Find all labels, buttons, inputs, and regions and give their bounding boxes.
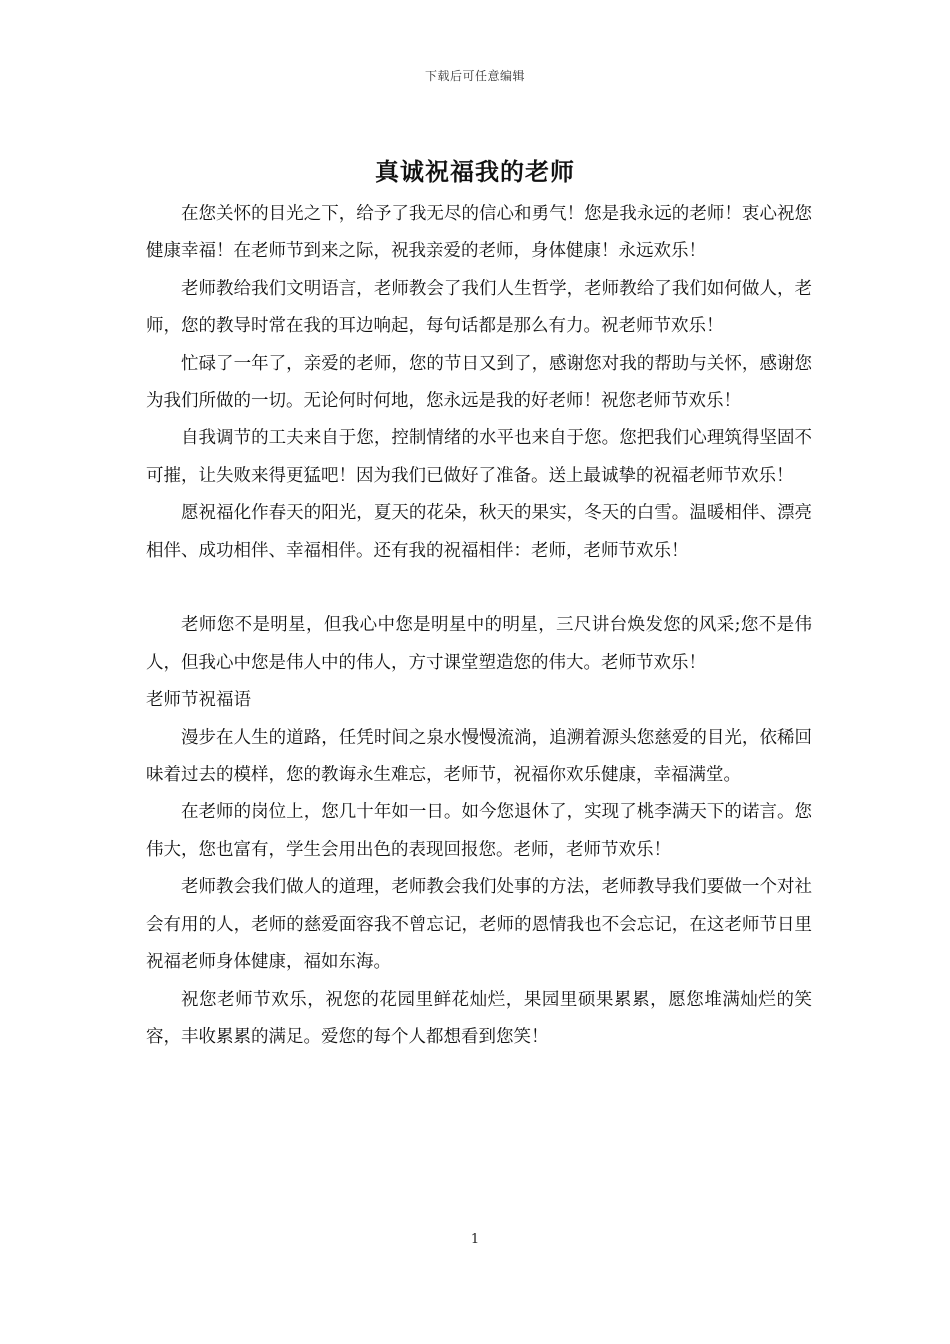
page-number: 1 (470, 1232, 480, 1247)
paragraph: 老师您不是明星，但我心中您是明星中的明星，三尺讲台焕发您的风采;您不是伟人，但我心中您是伟人中的伟人，方寸课堂塑造您的伟大。老师节欢乐！ (146, 615, 812, 673)
page-header: 下载后可任意编辑 (424, 69, 525, 83)
paragraph: 在老师的岗位上，您几十年如一日。如今您退休了，实现了桃李满天下的诺言。您伟大，您也富有，学生会用出色的表现回报您。老师，老师节欢乐！ (146, 802, 812, 860)
paragraph: 自我调节的工夫来自于您，控制情绪的水平也来自于您。您把我们心理筑得坚固不可摧，让失败来得更猛吧！因为我们已做好了准备。送上最诚挚的祝福老师节欢乐！ (146, 428, 812, 486)
paragraph: 漫步在人生的道路，任凭时间之泉水慢慢流淌，追溯着源头您慈爱的目光，依稀回味着过去的模样，您的教诲永生难忘，老师节，祝福你欢乐健康，幸福满堂。 (146, 727, 812, 786)
blank-line (146, 570, 812, 607)
document-body (146, 196, 812, 1056)
paragraph: 老师教会我们做人的道理，老师教会我们处事的方法，老师教导我们要做一个对社会有用的人，老师的慈爱面容我不曾忘记，老师的恩情我也不会忘记，在这老师节日里祝福老师身体健康，福如东海。 (146, 877, 812, 973)
paragraph: 老师教给我们文明语言，老师教会了我们人生哲学，老师教给了我们如何做人，老师，您的教导时常在我的耳边响起，每句话都是那么有力。祝老师节欢乐！ (146, 278, 812, 337)
paragraph: 忙碌了一年了，亲爱的老师，您的节日又到了，感谢您对我的帮助与关怀，感谢您为我们所做的一切。无论何时何地，您永远是我的好老师！祝您老师节欢乐！ (146, 353, 812, 412)
document-title: 真诚祝福我的老师 (375, 157, 575, 186)
paragraph: 在您关怀的目光之下，给予了我无尽的信心和勇气！您是我永远的老师！衷心祝您健康幸福！在老师节到来之际，祝我亲爱的老师，身体健康！永远欢乐！ (146, 204, 812, 262)
paragraph: 祝您老师节欢乐，祝您的花园里鲜花灿烂，果园里硕果累累，愿您堆满灿烂的笑容，丰收累累的满足。爱您的每个人都想看到您笑！ (146, 989, 812, 1047)
section-subheading: 老师节祝福语 (146, 690, 251, 711)
paragraph: 愿祝福化作春天的阳光，夏天的花朵，秋天的果实，冬天的白雪。温暖相伴、漂亮相伴、成功相伴、幸福相伴。还有我的祝福相伴：老师，老师节欢乐！ (146, 503, 812, 561)
